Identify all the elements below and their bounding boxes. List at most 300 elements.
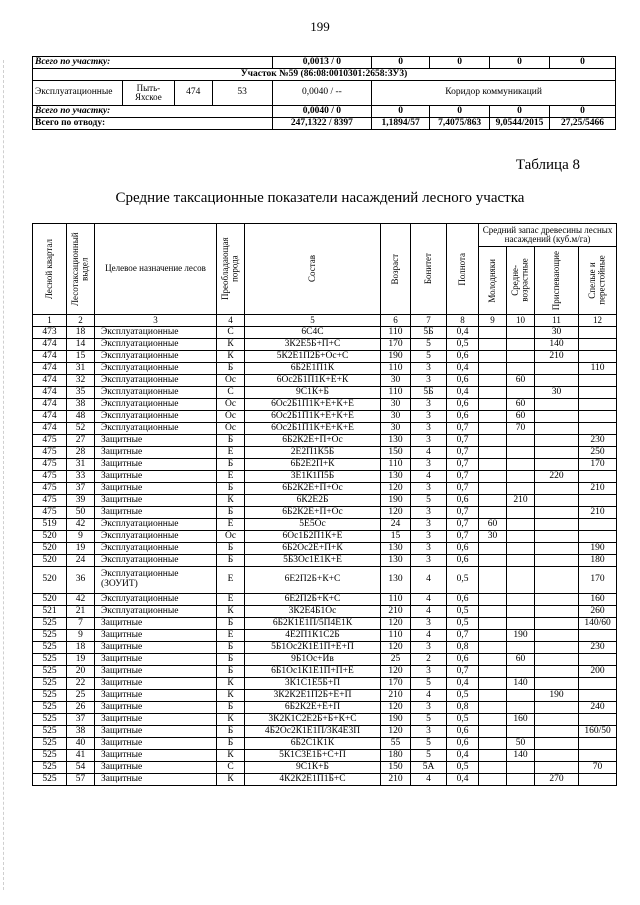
table-cell: Б (217, 654, 245, 666)
table-cell (479, 678, 507, 690)
table-cell: Б (217, 618, 245, 630)
table-cell: Б (217, 666, 245, 678)
table-row (33, 387, 617, 399)
table-cell: 18 (67, 642, 95, 654)
table-cell (479, 750, 507, 762)
table-cell (535, 630, 579, 642)
table-cell (479, 471, 507, 483)
table-cell: 6Б2К2Е+П+Ос (245, 483, 381, 495)
table-cell: 25 (67, 690, 95, 702)
table-cell: 3 (411, 642, 447, 654)
table-cell (535, 363, 579, 375)
table-cell: 110 (381, 630, 411, 642)
table-cell: 0,4 (447, 774, 479, 786)
summary-section-row (33, 69, 616, 81)
table-cell: 160 (507, 714, 535, 726)
table-cell (535, 750, 579, 762)
table-cell (479, 555, 507, 567)
table-cell: К (217, 606, 245, 618)
table-cell (579, 750, 617, 762)
table-cell (535, 567, 579, 594)
table-cell: 5 (411, 750, 447, 762)
table-row (33, 519, 617, 531)
table-cell (507, 327, 535, 339)
table-cell (479, 738, 507, 750)
table-row (33, 606, 617, 618)
table-cell (535, 495, 579, 507)
table-cell (479, 774, 507, 786)
table-row (33, 363, 617, 375)
table-cell: 6Б2К2Е+П+Ос (245, 507, 381, 519)
table-cell: Б (217, 543, 245, 555)
table-row (33, 678, 617, 690)
table-cell: 4 (411, 690, 447, 702)
table-cell: 30 (381, 399, 411, 411)
table-cell: 130 (381, 471, 411, 483)
table-cell: 30 (535, 387, 579, 399)
table-cell: Защитные (95, 642, 217, 654)
table-cell: 520 (33, 543, 67, 555)
table-cell (507, 555, 535, 567)
table-row (33, 594, 617, 606)
col-number: 6 (381, 315, 411, 327)
table-cell: 0,6 (447, 594, 479, 606)
table-cell: 110 (381, 327, 411, 339)
table-cell: 6Е2П2Б+К+С (245, 567, 381, 594)
table-cell: Эксплуатационные (95, 531, 217, 543)
table-cell: 120 (381, 483, 411, 495)
table-cell: 120 (381, 666, 411, 678)
summary-row-total-plot-2 (33, 106, 616, 118)
table-cell: С (217, 387, 245, 399)
col-number: 1 (33, 315, 67, 327)
table-cell (535, 555, 579, 567)
table-cell (507, 351, 535, 363)
summary-cell: 0,0040 / 0 (272, 106, 372, 118)
table-cell (535, 606, 579, 618)
table-row (33, 567, 617, 594)
table-cell: 130 (381, 543, 411, 555)
table-cell: 2Е2П1К5Б (245, 447, 381, 459)
table-cell: 260 (579, 606, 617, 618)
table-cell: К (217, 495, 245, 507)
table-cell: С (217, 762, 245, 774)
table-cell: 170 (579, 459, 617, 471)
table-cell: 31 (67, 459, 95, 471)
table-cell: 525 (33, 738, 67, 750)
table-cell: 200 (579, 666, 617, 678)
table-cell: 520 (33, 567, 67, 594)
table-cell: 37 (67, 714, 95, 726)
col-number: 7 (411, 315, 447, 327)
table-cell: 130 (381, 567, 411, 594)
table-cell: 120 (381, 642, 411, 654)
table-cell: 240 (579, 702, 617, 714)
header-young: Молодняки (479, 247, 507, 315)
col-number: 10 (507, 315, 535, 327)
table-cell: 160/50 (579, 726, 617, 738)
table-cell: 210 (579, 483, 617, 495)
table-cell: 0,7 (447, 471, 479, 483)
table-cell: 210 (535, 351, 579, 363)
table-cell (579, 351, 617, 363)
table-cell: 474 (33, 399, 67, 411)
table-cell: 52 (67, 423, 95, 435)
table-cell (507, 543, 535, 555)
table-cell: 40 (67, 738, 95, 750)
table-cell: 473 (33, 327, 67, 339)
table-cell: Защитные (95, 495, 217, 507)
table-cell: 250 (579, 447, 617, 459)
table-cell (479, 567, 507, 594)
table-cell (479, 726, 507, 738)
table-cell: Б (217, 507, 245, 519)
table-cell: 0,7 (447, 435, 479, 447)
table-cell: 35 (67, 387, 95, 399)
table-cell: Эксплуатационные (ЗОУИТ) (95, 567, 217, 594)
table-cell: Защитные (95, 630, 217, 642)
table-cell: 30 (381, 411, 411, 423)
table-cell: 140 (507, 678, 535, 690)
total-plot2-label: Всего по участку: (33, 106, 273, 118)
table-cell: 50 (67, 507, 95, 519)
table-cell: Эксплуатационные (95, 327, 217, 339)
table-cell (579, 327, 617, 339)
table-row (33, 690, 617, 702)
table-cell: 110 (381, 363, 411, 375)
table-cell: 5Б (411, 387, 447, 399)
table-cell: 6Б2К2Е+П+Ос (245, 435, 381, 447)
table-cell (579, 423, 617, 435)
table-cell (479, 630, 507, 642)
table-cell: 3 (411, 411, 447, 423)
table-cell: Ос (217, 531, 245, 543)
table-cell: 525 (33, 702, 67, 714)
table-row (33, 750, 617, 762)
table-cell (535, 507, 579, 519)
table-row (33, 411, 617, 423)
table-row (33, 666, 617, 678)
table-cell: 70 (507, 423, 535, 435)
header-stock: Средний запас древесины лесных насаждений (куб.м/га) (479, 224, 617, 247)
table-cell: Б (217, 483, 245, 495)
table-cell: 37 (67, 483, 95, 495)
table-row (33, 726, 617, 738)
table-cell: Е (217, 447, 245, 459)
table-cell: 3 (411, 618, 447, 630)
table-cell: 6Б2Ос2Е+П+К (245, 543, 381, 555)
table-cell: 475 (33, 495, 67, 507)
table-cell (507, 459, 535, 471)
col-number: 12 (579, 315, 617, 327)
grand-total-label: Всего по отводу: (33, 118, 273, 130)
summary-cell: 0 (550, 106, 616, 118)
table-cell (479, 447, 507, 459)
table-cell: Е (217, 519, 245, 531)
table-cell (535, 714, 579, 726)
table-cell (507, 594, 535, 606)
table-number: Таблица 8 (515, 157, 580, 173)
table-cell: 33 (67, 471, 95, 483)
table-cell: Б (217, 702, 245, 714)
table-cell: 2 (411, 654, 447, 666)
table-cell: 210 (381, 606, 411, 618)
table-cell: 3К2К1С2Е2Б+Б+К+С (245, 714, 381, 726)
table-row (33, 495, 617, 507)
table-cell (507, 567, 535, 594)
table-cell: 3 (411, 726, 447, 738)
table-cell: Е (217, 471, 245, 483)
table-cell: 210 (507, 495, 535, 507)
summary-cell: 7,4075/863 (430, 118, 490, 130)
table-cell: Б (217, 363, 245, 375)
table-cell: 3 (411, 399, 447, 411)
table-cell: 0,7 (447, 483, 479, 495)
table-cell: 5Е5Ос (245, 519, 381, 531)
table-cell (579, 471, 617, 483)
table-cell: 57 (67, 774, 95, 786)
table-cell: 3 (411, 555, 447, 567)
table-cell: 170 (381, 678, 411, 690)
table-cell: 38 (67, 399, 95, 411)
table-cell (535, 459, 579, 471)
table-cell: 3 (411, 543, 447, 555)
table-cell: 6Ос2Б1П1К+Е+К+Е (245, 423, 381, 435)
summary-row-total-plot (33, 57, 616, 69)
table-cell (507, 606, 535, 618)
table-cell (507, 339, 535, 351)
table-cell (535, 594, 579, 606)
table-cell: 32 (67, 375, 95, 387)
table-cell: 24 (381, 519, 411, 531)
table-cell: 475 (33, 483, 67, 495)
table-cell: 30 (535, 327, 579, 339)
table-cell: Защитные (95, 459, 217, 471)
table-cell: Защитные (95, 714, 217, 726)
table-cell: Эксплуатационные (95, 411, 217, 423)
table-cell: 0,8 (447, 642, 479, 654)
header-middle: Средне-возрастные (507, 247, 535, 315)
table-cell: Эксплуатационные (95, 606, 217, 618)
table-cell: Защитные (95, 666, 217, 678)
table-cell: 60 (507, 375, 535, 387)
col-number: 4 (217, 315, 245, 327)
table-cell: 474 (33, 363, 67, 375)
table-cell (579, 375, 617, 387)
table-cell: 9Б1Ос+Ив (245, 654, 381, 666)
table-cell: Эксплуатационные (95, 339, 217, 351)
header-density: Полнота (447, 224, 479, 315)
table-cell (507, 531, 535, 543)
table-row (33, 339, 617, 351)
table-cell: 14 (67, 339, 95, 351)
table-cell: 4Е2П1К1С2Б (245, 630, 381, 642)
table-cell: 0,5 (447, 714, 479, 726)
table-cell: 0,5 (447, 690, 479, 702)
table-cell: Ос (217, 375, 245, 387)
table-cell: 4Б2Ос2К1Е1П/3К4Е3П (245, 726, 381, 738)
table-cell: 5 (411, 678, 447, 690)
table-cell: Эксплуатационные (95, 594, 217, 606)
col-number: 11 (535, 315, 579, 327)
table-cell: 110 (381, 459, 411, 471)
table-cell: Защитные (95, 726, 217, 738)
table-row (33, 555, 617, 567)
table-cell: 475 (33, 435, 67, 447)
table-cell: К (217, 714, 245, 726)
table-cell: 3 (411, 666, 447, 678)
table-cell: Эксплуатационные (95, 555, 217, 567)
table-cell: 525 (33, 666, 67, 678)
table-cell (535, 531, 579, 543)
table-row (33, 375, 617, 387)
table-cell (507, 642, 535, 654)
table-body (33, 327, 617, 786)
table-cell: 6Б2Е1П1К (245, 363, 381, 375)
table-cell: 3 (411, 483, 447, 495)
section-title: Участок №59 (86:08:0010301:2658:ЗУ3) (33, 69, 616, 81)
table-cell: 5К2Е1П2Б+Ос+С (245, 351, 381, 363)
table-cell: 4 (411, 630, 447, 642)
table-cell (579, 690, 617, 702)
table-cell: 190 (579, 543, 617, 555)
table-cell (535, 375, 579, 387)
table-cell (535, 642, 579, 654)
row-note: Коридор коммуникаций (372, 81, 616, 106)
summary-cell: 9,0544/2015 (490, 118, 550, 130)
table-cell (479, 495, 507, 507)
table-cell: 31 (67, 363, 95, 375)
table-cell (579, 630, 617, 642)
table-cell (479, 363, 507, 375)
col-number: 8 (447, 315, 479, 327)
table-cell: 520 (33, 531, 67, 543)
table-cell: 5 (411, 351, 447, 363)
table-cell: 0,7 (447, 630, 479, 642)
table-cell: 140 (535, 339, 579, 351)
table-cell (535, 435, 579, 447)
table-cell (579, 738, 617, 750)
table-cell: Защитные (95, 690, 217, 702)
table-cell: 27 (67, 435, 95, 447)
table-cell (479, 399, 507, 411)
table-cell: 525 (33, 678, 67, 690)
table-cell: 9 (67, 630, 95, 642)
table-cell: 0,6 (447, 654, 479, 666)
table-cell: Б (217, 738, 245, 750)
table-cell: 525 (33, 750, 67, 762)
table-cell: К (217, 351, 245, 363)
table-cell (579, 495, 617, 507)
table-cell (535, 726, 579, 738)
table-cell: Ос (217, 399, 245, 411)
summary-table (32, 56, 616, 130)
table-cell: 110 (579, 363, 617, 375)
table-cell: Защитные (95, 618, 217, 630)
table-cell: 5А (411, 762, 447, 774)
table-cell: Эксплуатационные (95, 423, 217, 435)
header-species: Преобладающая порода (217, 224, 245, 315)
table-cell: 6С4С (245, 327, 381, 339)
table-cell: Б (217, 435, 245, 447)
table-cell (507, 726, 535, 738)
table-cell: 39 (67, 495, 95, 507)
table-cell: 525 (33, 726, 67, 738)
table-cell: 170 (381, 339, 411, 351)
table-cell: 5 (411, 714, 447, 726)
table-cell: Защитные (95, 483, 217, 495)
table-cell: 525 (33, 654, 67, 666)
header-mature: Спелые и перестойные (579, 247, 617, 315)
table-cell: 210 (381, 774, 411, 786)
table-cell (479, 507, 507, 519)
table-cell: 474 (33, 387, 67, 399)
table-cell: 0,6 (447, 726, 479, 738)
table-cell (479, 606, 507, 618)
table-cell (507, 507, 535, 519)
total-plot-label: Всего по участку: (33, 57, 273, 69)
table-cell: 18 (67, 327, 95, 339)
table-row (33, 642, 617, 654)
table-cell: 140/60 (579, 618, 617, 630)
table-cell: 15 (67, 351, 95, 363)
table-cell: 210 (381, 690, 411, 702)
table-cell: 30 (381, 375, 411, 387)
table-cell (579, 774, 617, 786)
table-cell: 0,7 (447, 423, 479, 435)
table-cell: 0,4 (447, 678, 479, 690)
table-cell (579, 678, 617, 690)
table-cell: Защитные (95, 447, 217, 459)
table-cell: 42 (67, 519, 95, 531)
table-row (33, 618, 617, 630)
table-cell: 525 (33, 714, 67, 726)
page-number: 199 (310, 19, 330, 34)
table-cell: 6Е2П2Б+К+С (245, 594, 381, 606)
table-cell: 6Б2Е2П+К (245, 459, 381, 471)
table-cell: К (217, 690, 245, 702)
table-cell: 6Ос1Б2П1К+Е (245, 531, 381, 543)
table-cell: 140 (507, 750, 535, 762)
table-cell (535, 738, 579, 750)
table-cell: 3 (411, 375, 447, 387)
table-cell (479, 459, 507, 471)
header-ripening: Приспевающие (535, 247, 579, 315)
table-cell: Б (217, 726, 245, 738)
column-number-row (33, 315, 617, 327)
table-cell: 24 (67, 555, 95, 567)
table-cell: Б (217, 555, 245, 567)
table-cell: 474 (33, 339, 67, 351)
table-cell (479, 351, 507, 363)
table-cell: 0,5 (447, 606, 479, 618)
table-cell: 3Е1К1П5Б (245, 471, 381, 483)
table-cell: 190 (507, 630, 535, 642)
table-cell: 4 (411, 606, 447, 618)
table-row (33, 447, 617, 459)
table-cell: Ос (217, 411, 245, 423)
table-cell: 28 (67, 447, 95, 459)
summary-cell: 0 (490, 106, 550, 118)
table-cell: К (217, 678, 245, 690)
table-cell: 60 (507, 411, 535, 423)
col-number: 9 (479, 315, 507, 327)
table-cell (479, 642, 507, 654)
table-cell (479, 387, 507, 399)
table-cell: 6Ос2Б1П1К+Е+К+Е (245, 411, 381, 423)
table-cell: 474 (33, 375, 67, 387)
table-cell: 110 (381, 387, 411, 399)
